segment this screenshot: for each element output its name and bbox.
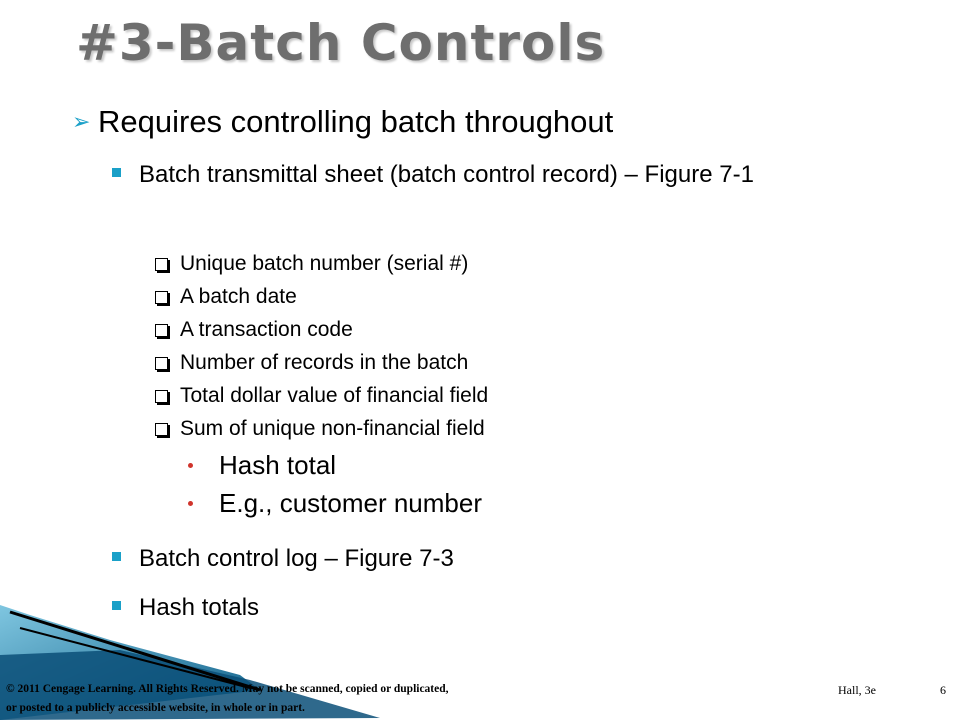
checklist-item	[155, 317, 353, 343]
checklist-item-text: Total dollar value of financial field	[180, 384, 489, 407]
checklist-item	[155, 284, 297, 310]
copyright-line: © 2011 Cengage Learning. All Rights Reserved. May not be scanned, copied or duplicated,	[6, 683, 449, 695]
sub-bullet-text: Batch control log – Figure 7-3	[139, 545, 454, 572]
sub-bullet-hash-totals	[112, 593, 259, 623]
checklist-item	[155, 251, 468, 277]
dot-bullet-text: E.g., customer number	[219, 488, 482, 518]
slide-title: #3-Batch Controls	[76, 14, 606, 72]
sub-bullet-control-log	[112, 544, 454, 574]
copyright-notice	[6, 680, 646, 718]
arrow-bullet-icon: ➢	[72, 109, 91, 134]
dot-bullet-text: Hash total	[219, 450, 337, 480]
bullet-level1-text: Requires controlling batch throughout	[98, 104, 614, 139]
checkbox-bullet-icon	[155, 390, 168, 403]
square-bullet-icon	[112, 601, 121, 610]
checklist-item-text: A transaction code	[180, 318, 353, 341]
checkbox-bullet-icon	[155, 357, 168, 370]
dot-bullet-icon	[188, 463, 193, 468]
checklist-item-text: Sum of unique non-financial field	[180, 417, 485, 440]
dot-bullet-icon	[188, 501, 193, 506]
source-credit: Hall, 3e	[838, 683, 876, 697]
bullet-level1	[72, 104, 613, 140]
checklist-item-text: Unique batch number (serial #)	[180, 252, 469, 275]
checkbox-bullet-icon	[155, 324, 168, 337]
checkbox-bullet-icon	[155, 258, 168, 271]
checkbox-bullet-icon	[155, 423, 168, 436]
checklist-item	[155, 350, 468, 376]
dot-bullet	[188, 488, 482, 519]
sub-bullet-transmittal	[112, 160, 812, 190]
copyright-line: or posted to a publicly accessible website, in whole or in part.	[6, 702, 305, 714]
checkbox-bullet-icon	[155, 291, 168, 304]
sub-bullet-text: Batch transmittal sheet (batch control record) – Figure 7-1	[139, 161, 754, 188]
square-bullet-icon	[112, 552, 121, 561]
square-bullet-icon	[112, 168, 121, 177]
checklist-item	[155, 383, 488, 409]
checklist-item-text: Number of records in the batch	[180, 351, 469, 374]
checklist-item	[155, 416, 485, 442]
dot-bullet	[188, 450, 336, 481]
page-number: 6	[940, 683, 946, 697]
checklist-item-text: A batch date	[180, 285, 297, 308]
sub-bullet-text: Hash totals	[139, 594, 260, 621]
